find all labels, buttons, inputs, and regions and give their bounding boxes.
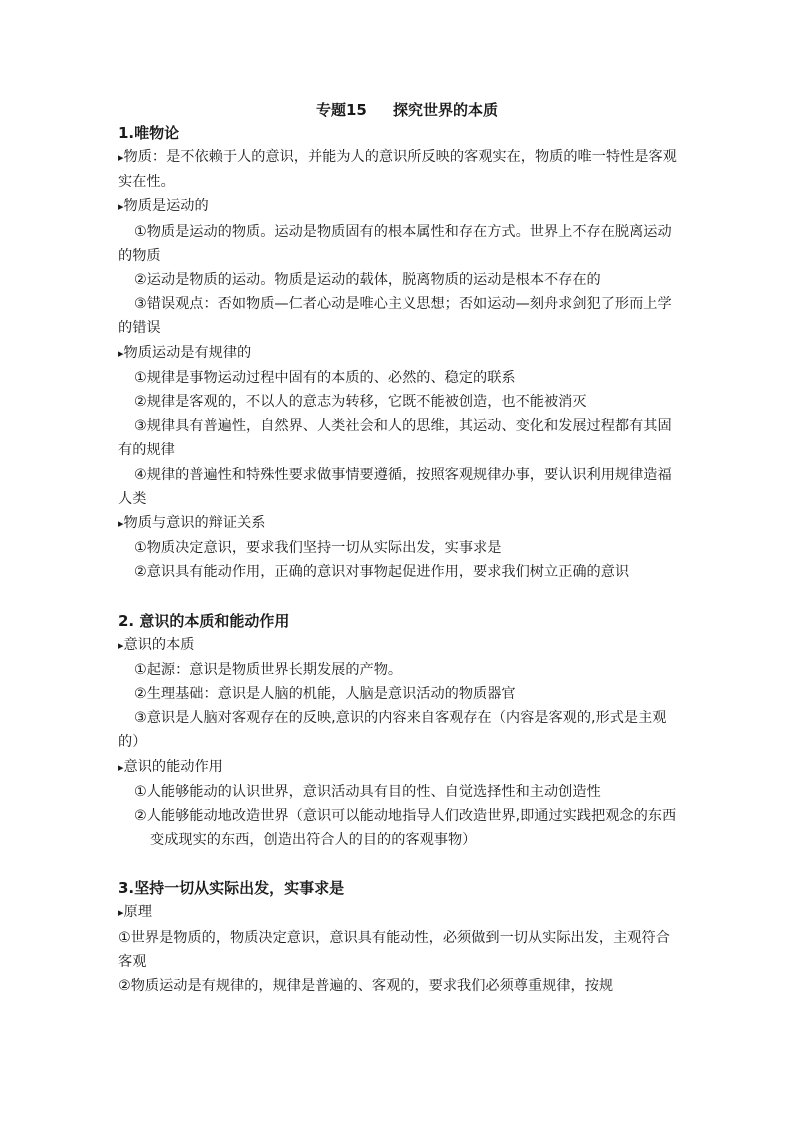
list-item: ②运动是物质的运动。物质是运动的载体，脱离物质的运动是根本不存在的: [134, 272, 601, 289]
page-title: 专题15 探究世界的本质: [316, 101, 498, 119]
list-item: ④规律的普遍性和特殊性要求做事情要遵循，按照客观规律办事，要认识利用规律造福人类: [118, 466, 672, 507]
list-item: ①起源：意识是物质世界长期发展的产物。: [134, 661, 403, 678]
bullet-matter-definition: ▸ 物质：是不依赖于人的意识，并能为人的意识所反映的客观实在，物质的唯一特性是客观实在性。: [118, 145, 680, 194]
list-item: ③错误观点：否如物质—仁者心动是唯心主义思想；否如运动—刻舟求剑犯了形而上学的错误: [118, 296, 672, 337]
list-item: ①规律是事物运动过程中固有的本质的、必然的、稳定的联系: [134, 369, 516, 386]
section-2-heading: 2. 意识的本质和能动作用: [118, 611, 290, 630]
list-item: ②生理基础：意识是人脑的机能，人脑是意识活动的物质器官: [134, 686, 516, 703]
document-page: [118, 99, 680, 998]
list-item: ①物质是运动的物质。运动是物质固有的根本属性和存在方式。世界上不存在脱离运动的物质: [118, 223, 672, 264]
bullet-principle: ▸ 原理: [118, 900, 680, 925]
section-3-heading: 3.坚持一切从实际出发，实事求是: [118, 879, 345, 898]
bullet-matter-consciousness: ▸ 物质与意识的辩证关系: [118, 511, 680, 536]
list-item: ②意识具有能动作用，正确的意识对事物起促进作用，要求我们树立正确的意识: [134, 564, 630, 581]
bullet-consciousness-role: ▸ 意识的能动作用: [118, 755, 680, 780]
list-item: ②物质运动是有规律的，规律是普遍的、客观的，要求我们必须尊重规律，按规: [118, 978, 614, 995]
list-item: ②规律是客观的，不以人的意志为转移，它既不能被创造，也不能被消灭: [134, 394, 587, 411]
list-item: ①物质决定意识，要求我们坚持一切从实际出发，实事求是: [134, 540, 502, 557]
list-item: ②人能够能动地改造世界（意识可以能动地指导人们改造世界,即通过实践把观念的东西变成现实的东西，创造出符合人的目的的客观事物）: [134, 808, 677, 849]
spacer: [118, 585, 680, 609]
bullet-consciousness-nature: ▸ 意识的本质: [118, 633, 680, 658]
bullet-motion-law: ▸ 物质运动是有规律的: [118, 341, 680, 366]
section-1-heading: 1.唯物论: [118, 124, 180, 142]
spacer: [118, 852, 680, 876]
list-item: ①人能够能动的认识世界，意识活动具有目的性、自觉选择性和主动创造性: [134, 783, 601, 800]
list-item: ①世界是物质的，物质决定意识，意识具有能动性，必须做到一切从实际出发，主观符合客观: [118, 929, 670, 970]
list-item: ③意识是人脑对客观存在的反映,意识的内容来自客观存在（内容是客观的,形式是主观的）: [118, 710, 667, 751]
list-item: ③规律具有普遍性，自然界、人类社会和人的思维，其运动、变化和发展过程都有其固有的规律: [118, 418, 672, 459]
bullet-matter-motion: ▸ 物质是运动的: [118, 194, 680, 219]
